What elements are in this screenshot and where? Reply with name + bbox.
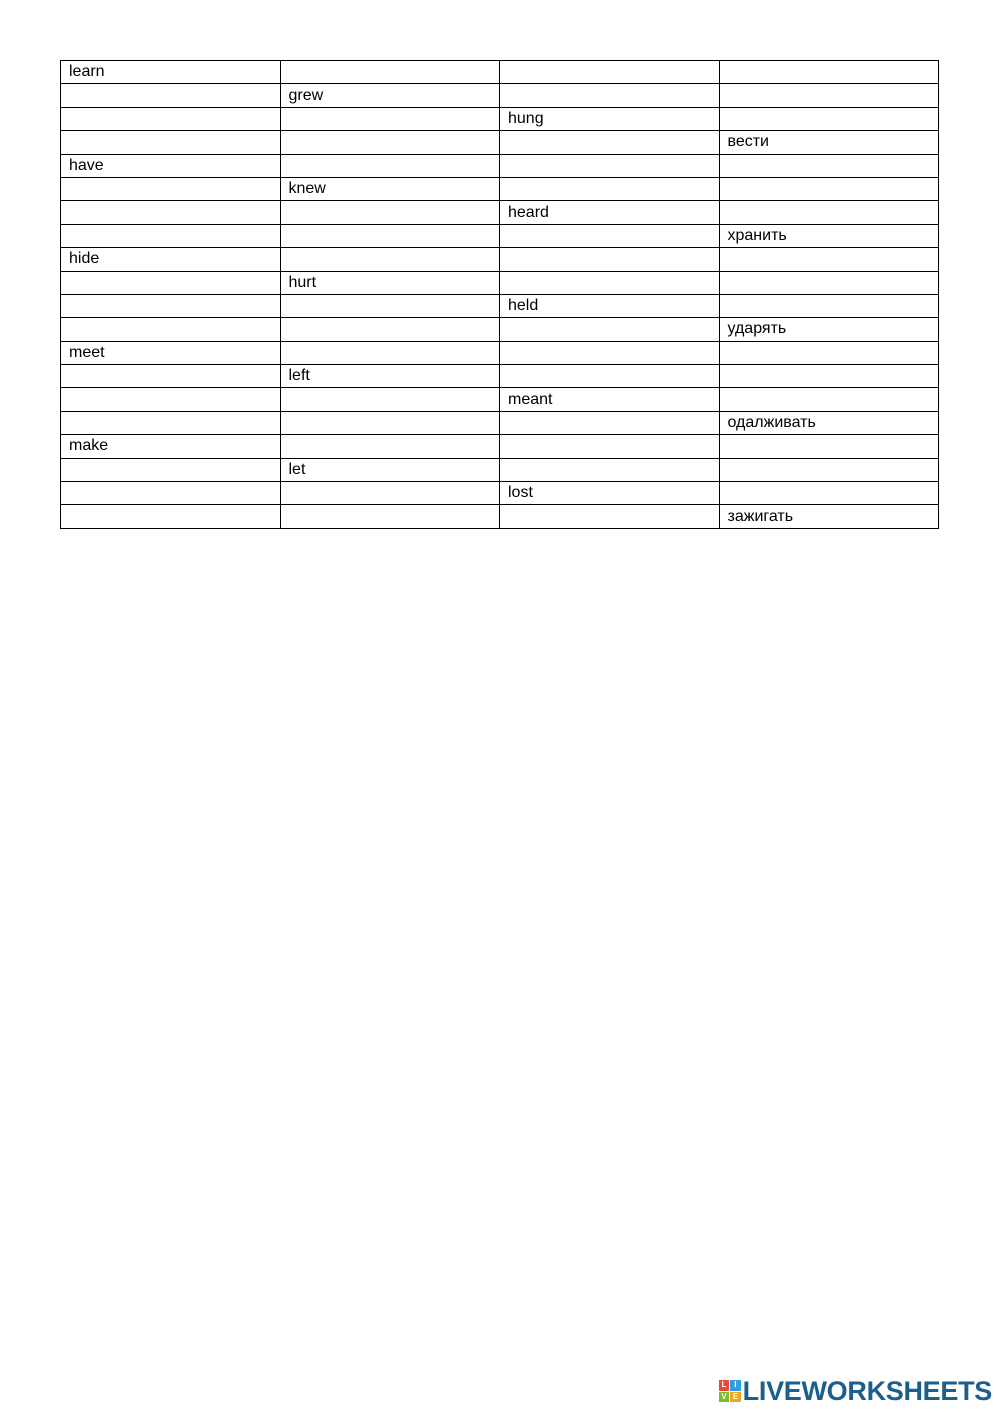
table-cell (500, 177, 720, 200)
table-cell: hung (500, 107, 720, 130)
table-cell (719, 271, 939, 294)
table-cell (719, 177, 939, 200)
table-row (61, 388, 939, 411)
table-cell: held (500, 294, 720, 317)
logo-letter-e: E (730, 1392, 741, 1403)
table-cell (61, 224, 281, 247)
liveworksheets-logo (719, 1377, 992, 1405)
table-cell (500, 248, 720, 271)
logo-letter-i: I (730, 1380, 741, 1391)
table-cell (719, 294, 939, 317)
table-cell (280, 154, 500, 177)
table-row (61, 505, 939, 528)
table-cell (280, 224, 500, 247)
table-cell (719, 458, 939, 481)
table-cell: meet (61, 341, 281, 364)
table-row (61, 341, 939, 364)
table-cell (280, 341, 500, 364)
table-cell: left (280, 365, 500, 388)
table-cell (719, 154, 939, 177)
table-row (61, 318, 939, 341)
table-cell (280, 201, 500, 224)
table-cell: hide (61, 248, 281, 271)
table-cell: meant (500, 388, 720, 411)
table-cell (61, 131, 281, 154)
table-cell (500, 154, 720, 177)
table-cell (280, 131, 500, 154)
table-row (61, 131, 939, 154)
table-row (61, 154, 939, 177)
logo-letter-l: L (719, 1380, 730, 1391)
table-cell (61, 411, 281, 434)
verb-forms-table (60, 60, 939, 529)
table-cell: ударять (719, 318, 939, 341)
table-cell: одалживать (719, 411, 939, 434)
table-row (61, 248, 939, 271)
table-cell (280, 61, 500, 84)
table-cell: have (61, 154, 281, 177)
logo-wordmark: LIVEWORKSHEETS (742, 1375, 992, 1406)
table-cell (280, 388, 500, 411)
table-cell: grew (280, 84, 500, 107)
table-row (61, 201, 939, 224)
table-cell (61, 318, 281, 341)
logo-letter-v: V (719, 1392, 730, 1403)
table-cell (500, 435, 720, 458)
table-cell (280, 435, 500, 458)
table-cell (280, 107, 500, 130)
table-row (61, 224, 939, 247)
table-cell (719, 435, 939, 458)
table-cell: heard (500, 201, 720, 224)
table-row (61, 411, 939, 434)
table-cell: хранить (719, 224, 939, 247)
table-cell (280, 294, 500, 317)
table-cell (500, 505, 720, 528)
table-cell (500, 365, 720, 388)
table-cell (719, 341, 939, 364)
table-cell (719, 388, 939, 411)
table-cell (719, 201, 939, 224)
table-cell (61, 365, 281, 388)
live-logo-icon (719, 1380, 741, 1402)
table-cell (719, 482, 939, 505)
table-row (61, 482, 939, 505)
table-cell: hurt (280, 271, 500, 294)
table-cell (61, 201, 281, 224)
table-cell (719, 365, 939, 388)
table-cell (61, 388, 281, 411)
table-cell (61, 84, 281, 107)
table-row (61, 365, 939, 388)
table-row (61, 271, 939, 294)
table-row (61, 458, 939, 481)
verb-forms-table-body (61, 61, 939, 529)
table-cell: вести (719, 131, 939, 154)
table-cell: зажигать (719, 505, 939, 528)
table-cell (500, 318, 720, 341)
table-row (61, 107, 939, 130)
table-cell: learn (61, 61, 281, 84)
table-cell: make (61, 435, 281, 458)
table-cell (280, 318, 500, 341)
table-cell (61, 458, 281, 481)
table-cell (61, 271, 281, 294)
table-cell (61, 177, 281, 200)
table-cell (280, 411, 500, 434)
table-cell (61, 107, 281, 130)
table-row (61, 177, 939, 200)
table-row (61, 84, 939, 107)
table-cell (719, 84, 939, 107)
table-cell (500, 224, 720, 247)
table-row (61, 61, 939, 84)
table-cell: knew (280, 177, 500, 200)
table-cell (719, 107, 939, 130)
table-cell (280, 505, 500, 528)
table-cell: let (280, 458, 500, 481)
table-cell (280, 248, 500, 271)
table-cell: lost (500, 482, 720, 505)
table-cell (500, 411, 720, 434)
table-cell (500, 84, 720, 107)
table-cell (719, 61, 939, 84)
table-row (61, 294, 939, 317)
table-cell (61, 505, 281, 528)
table-cell (500, 131, 720, 154)
table-cell (719, 248, 939, 271)
table-row (61, 435, 939, 458)
table-cell (500, 341, 720, 364)
table-cell (500, 458, 720, 481)
table-cell (500, 61, 720, 84)
table-cell (280, 482, 500, 505)
table-cell (61, 482, 281, 505)
table-cell (61, 294, 281, 317)
table-cell (500, 271, 720, 294)
